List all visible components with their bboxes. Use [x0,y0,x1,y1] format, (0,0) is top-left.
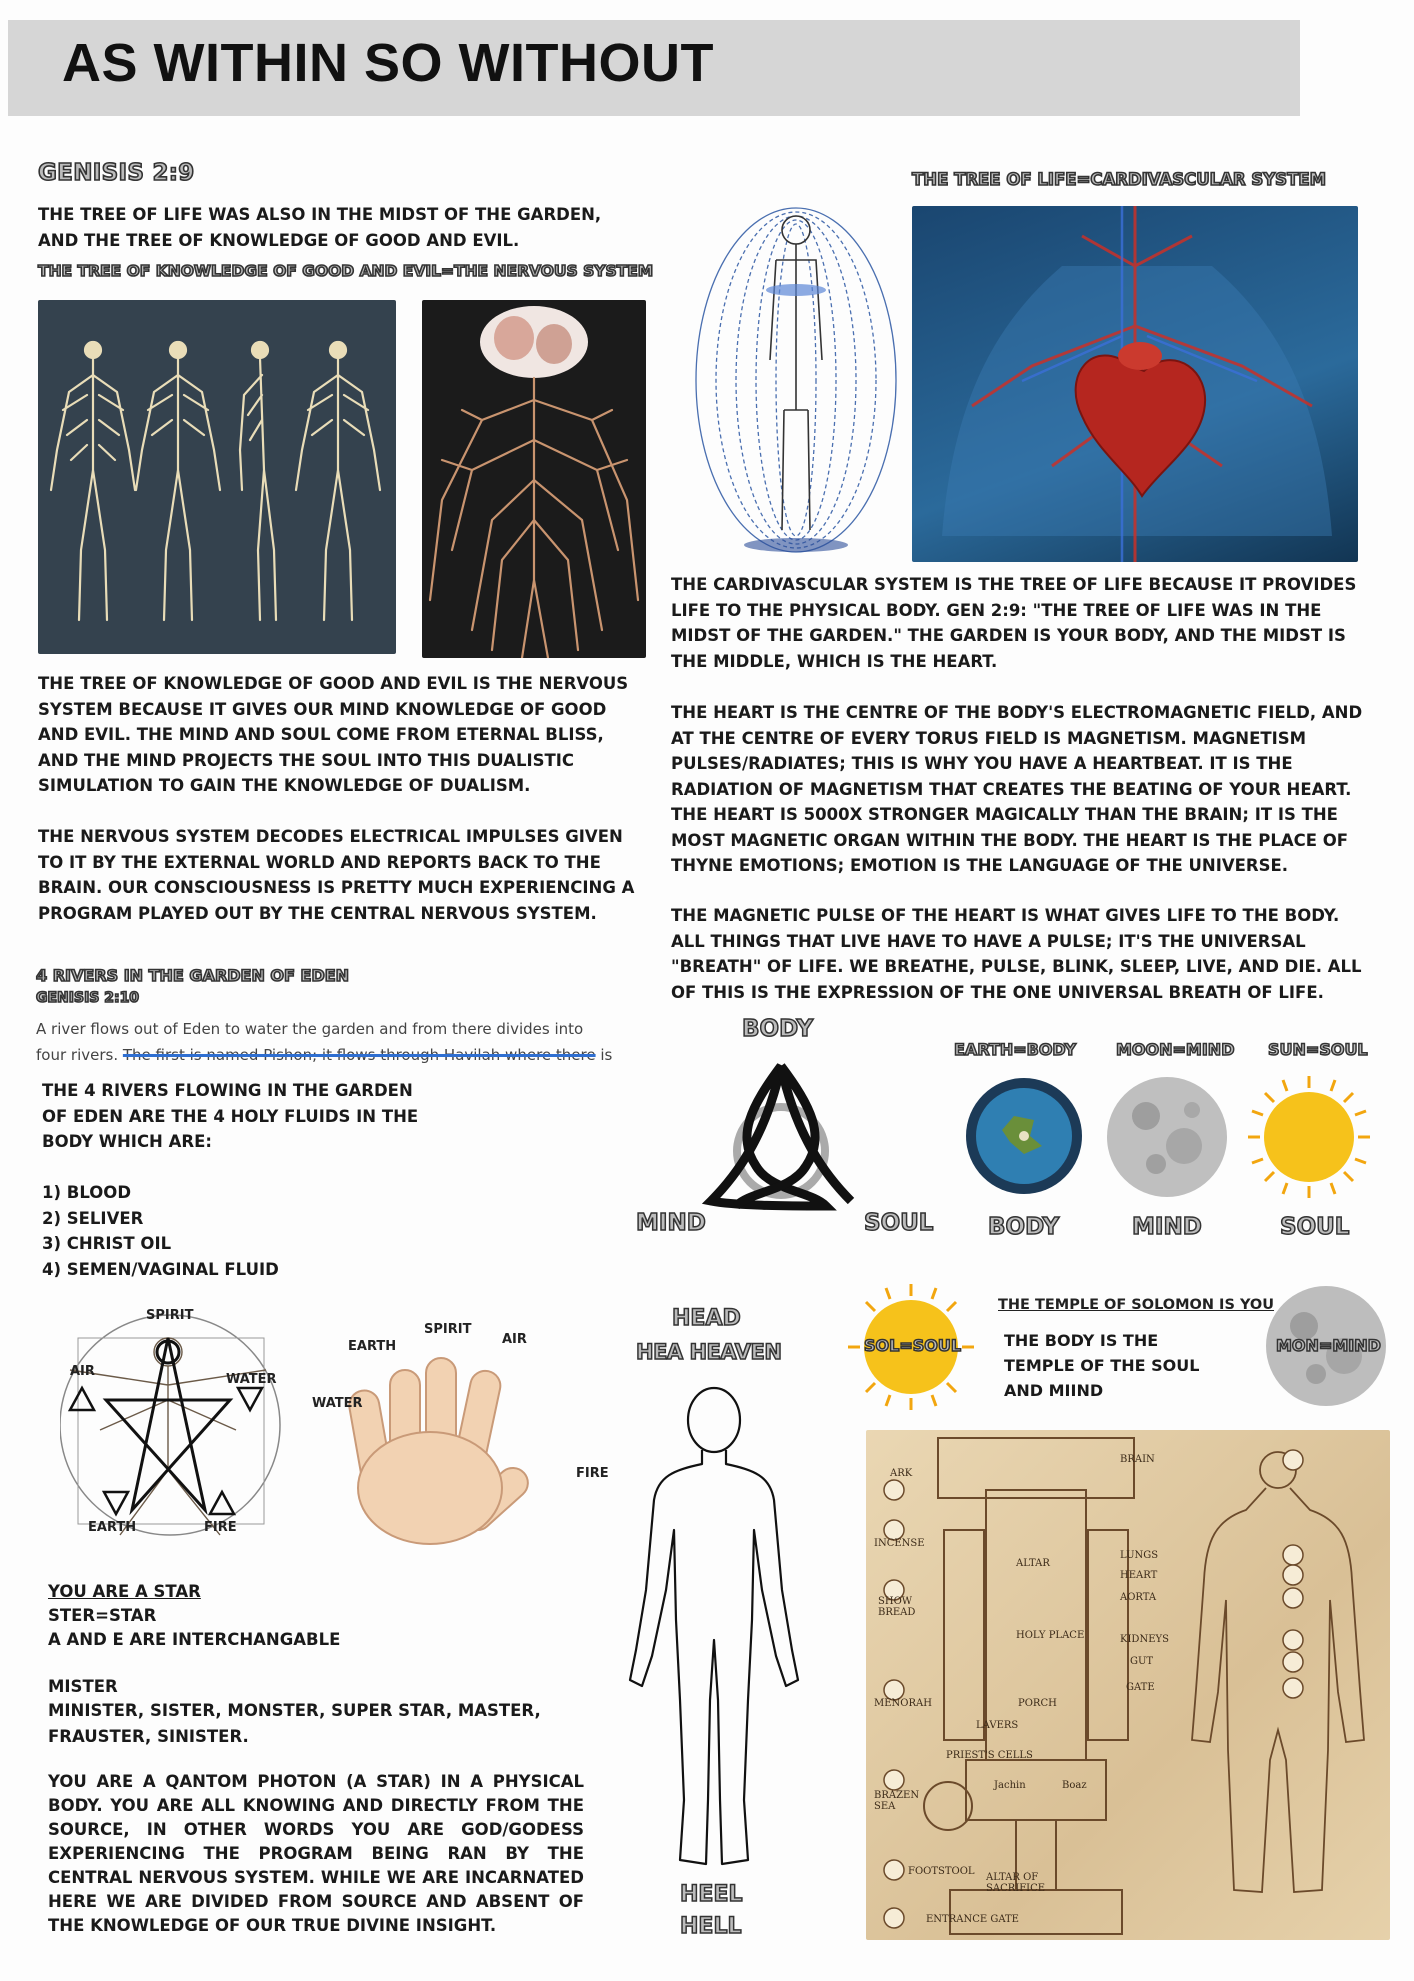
fluid-item-2: 2) SELIVER [42,1208,144,1228]
plan-label-show-bread: SHOW BREAD [878,1596,916,1618]
photon-text: YOU ARE A QANTOM PHOTON (A STAR) IN A PHYSICAL BODY. YOU ARE ALL KNOWING AND DIRECTLY FROM THE SOURCE, IN OTHER WORDS YOU ARE GOD/GODESS EXPERIENCING THE PROGRAM BEING RAN BY THE CENTRAL NERVOUS SYSTEM. WHILE WE ARE INCARNATED HERE WE ARE DIVIDED FROM SOURCE AND ABSENT OF THE KNOWLEDGE OF OUR TRUE DIVINE INSIGHT. [48,1772,584,1935]
body-label-heart: HEART [1120,1570,1158,1581]
cardio-heading: THE TREE OF LIFE=CARDIVASCULAR SYSTEM [912,170,1327,189]
genesis-text: THE TREE OF LIFE WAS ALSO IN THE MIDST OF THE GARDEN, AND THE TREE OF KNOWLEDGE OF GOOD AND EVIL. [38,205,602,250]
nervous-system-specimen-image [422,300,646,658]
temple-text: THE BODY IS THE TEMPLE OF THE SOUL AND MIIND [1004,1331,1200,1400]
heart-text: THE HEART IS THE CENTRE OF THE BODY'S ELECTROMAGNETIC FIELD, AND AT THE CENTRE OF EVERY TORUS FIELD IS MAGNETISM. MAGNETISM PULSES/RADIATES; THIS IS WHY YOU HAVE A HEARTBEAT. IT IS THE RADIATION OF MAGNETISM THAT CREATES THE BEATING OF YOUR HEART. THE HEART IS 5000X STRONGER MAGICALLY THAN THE BRAIN; IT IS THE MOST MAGNETIC ORGAN WITHIN THE BODY. THE HEART IS THE PLACE OF THYNE EMOTIONS; EMOTION IS THE LANGUAGE OF THE UNIVERSE. [671,703,1363,875]
nervous-paragraph: THE NERVOUS SYSTEM DECODES ELECTRICAL IMPULSES GIVEN TO IT BY THE EXTERNAL WORLD AND REPORTS BACK TO THE BRAIN. OUR CONSCIOUSNESS IS PRETTY MUCH EXPERIENCING A PROGRAM PLAYED OUT BY THE CENTRAL NERVOUS SYSTEM. [38,827,635,923]
human-outline-figure [614,1380,814,1880]
trinity-body-label: BODY [742,1016,814,1042]
cardiovascular-image [912,206,1358,562]
rivers-quote-line-1: A river flows out of Eden to water the garden and from there divides into [36,1020,584,1038]
fluid-item-4: 4) SEMEN/VAGINAL FLUID [42,1259,279,1279]
trinity-soul-label: SOUL [864,1210,934,1236]
temple-heading: THE TEMPLE OF SOLOMON IS YOU [998,1297,1275,1313]
vitruvian-earth-label: EARTH [88,1520,137,1535]
body-label-kidneys: KIDNEYS [1120,1634,1169,1645]
rivers-subheading: GENISIS 2:10 [36,990,140,1006]
hand-elements-illustration [330,1350,540,1550]
fluid-item-1: 1) BLOOD [42,1183,132,1202]
trinity-mind-label: MIND [636,1210,706,1236]
hand-earth-label: EARTH [348,1339,397,1354]
plan-label-ark: ARK [890,1468,913,1479]
genesis-heading: GENISIS 2:9 [38,160,195,186]
plan-label-lavers: LAVERS [976,1720,1019,1731]
knowledge-heading: THE TREE OF KNOWLEDGE OF GOOD AND EVIL=THE NERVOUS SYSTEM [38,262,654,280]
head-label: HEAD [672,1306,741,1331]
temple-plan-labels [866,1430,1390,1940]
rivers-quote-2a: four rivers. [36,1046,119,1064]
torus-body-image [688,200,904,560]
star-heading: YOU ARE A STAR [48,1582,201,1601]
vitruvian-fire-label: FIRE [204,1520,237,1535]
nervous-system-figures-image [38,300,396,654]
moon-icon [1106,1076,1228,1198]
cardio-text: THE CARDIVASCULAR SYSTEM IS THE TREE OF LIFE BECAUSE IT PROVIDES LIFE TO THE PHYSICAL BODY. GEN 2:9: "THE TREE OF LIFE WAS IN THE MIDST OF THE GARDEN." THE GARDEN IS YOUR BODY, AND THE MIDST IS THE MIDDLE, WHICH IS THE HEART. [671,575,1357,671]
sun-icon [1246,1074,1372,1200]
plan-label-entrance-gate: ENTRANCE GATE [926,1914,1019,1925]
plan-label-footstool: FOOTSTOOL [908,1866,975,1877]
star-line-1: STER=STAR [48,1606,157,1625]
body-label-lungs: LUNGS [1120,1550,1159,1561]
sphere-mind-label: MIND [1132,1214,1202,1240]
mister-heading: MISTER [48,1677,118,1696]
plan-label-incense: INCENSE [874,1538,925,1549]
plan-label-menorah: MENORAH [874,1698,932,1709]
rivers-quote-line-2 [36,1042,612,1068]
mister-text: MINISTER, SISTER, MONSTER, SUPER STAR, MASTER, FRAUSTER, SINISTER. [48,1701,541,1746]
vitruvian-water-label: WATER [226,1372,277,1387]
hand-water-label: WATER [312,1396,363,1411]
mon-mind-label: MON=MIND [1276,1336,1381,1355]
plan-label-holy-place: HOLY PLACE [1016,1630,1085,1641]
pulse-text: THE MAGNETIC PULSE OF THE HEART IS WHAT GIVES LIFE TO THE BODY. ALL THINGS THAT LIVE HAVE TO HAVE A PULSE; IT'S THE UNIVERSAL "BREATH" OF LIFE. WE BREATHE, PULSE, BLINK, SLEEP, LIVE, AND DIE. ALL OF THIS IS THE EXPRESSION OF THE ONE UNIVERSAL BREATH OF LIFE. [671,906,1362,1002]
fluids-list [42,1180,442,1282]
page-title: AS WITHIN SO WITHOUT [62,33,714,93]
sun-soul-label: SUN=SOUL [1268,1040,1368,1059]
rivers-quote-2b: The first is named Pishon; it flows through Havilah where there [122,1046,596,1064]
plan-label-brazen-sea: BRAZEN SEA [874,1790,920,1812]
flat-earth-icon [964,1076,1084,1196]
heaven-label: HEA HEAVEN [636,1340,782,1364]
heel-label: HEEL [680,1882,743,1907]
body-label-gut: GUT [1130,1656,1154,1667]
trinity-knot-icon [696,1056,866,1216]
rivers-quote-2c: is [600,1046,613,1064]
vitruvian-pentagram-diagram [60,1300,300,1545]
plan-label-jachin: Jachin [994,1780,1026,1791]
vitruvian-spirit-label: SPIRIT [146,1308,194,1323]
fluid-item-3: 3) CHRIST OIL [42,1234,172,1253]
knowledge-paragraph: THE TREE OF KNOWLEDGE OF GOOD AND EVIL IS THE NERVOUS SYSTEM BECAUSE IT GIVES OUR MIND KNOWLEDGE OF GOOD AND EVIL. THE MIND AND SOUL COME FROM ETERNAL BLISS, AND THE MIND PROJECTS THE SOUL INTO THIS DUALISTIC SIMULATION TO GAIN THE KNOWLEDGE OF DUALISM. [38,674,629,795]
plan-label-porch: PORCH [1018,1698,1057,1709]
hand-fire-label: FIRE [576,1466,609,1481]
star-line-2: A AND E ARE INTERCHANGABLE [48,1630,341,1649]
hand-spirit-label: SPIRIT [424,1322,472,1337]
hell-label: HELL [680,1914,742,1939]
sol-soul-label: SOL=SOUL [864,1336,962,1355]
plan-label-priests-cells: PRIEST'S CELLS [946,1750,1033,1761]
rivers-text: THE 4 RIVERS FLOWING IN THE GARDEN OF EDEN ARE THE 4 HOLY FLUIDS IN THE BODY WHICH ARE: [42,1081,419,1151]
body-label-brain: BRAIN [1120,1454,1155,1465]
plan-label-altar: ALTAR [1016,1558,1050,1569]
vitruvian-air-label: AIR [70,1364,95,1379]
sphere-soul-label: SOUL [1280,1214,1350,1240]
hand-air-label: AIR [502,1332,527,1347]
body-label-aorta: AORTA [1120,1592,1157,1603]
plan-label-altar-sacrifice: ALTAR OF SACRIFICE [986,1872,1046,1894]
sphere-body-label: BODY [988,1214,1060,1240]
earth-body-label: EARTH=BODY [954,1040,1077,1059]
rivers-heading: 4 RIVERS IN THE GARDEN OF EDEN [36,966,350,985]
plan-label-boaz: Boaz [1062,1780,1087,1791]
body-label-gate: GATE [1126,1682,1155,1693]
moon-mind-label: MOON=MIND [1116,1040,1235,1059]
